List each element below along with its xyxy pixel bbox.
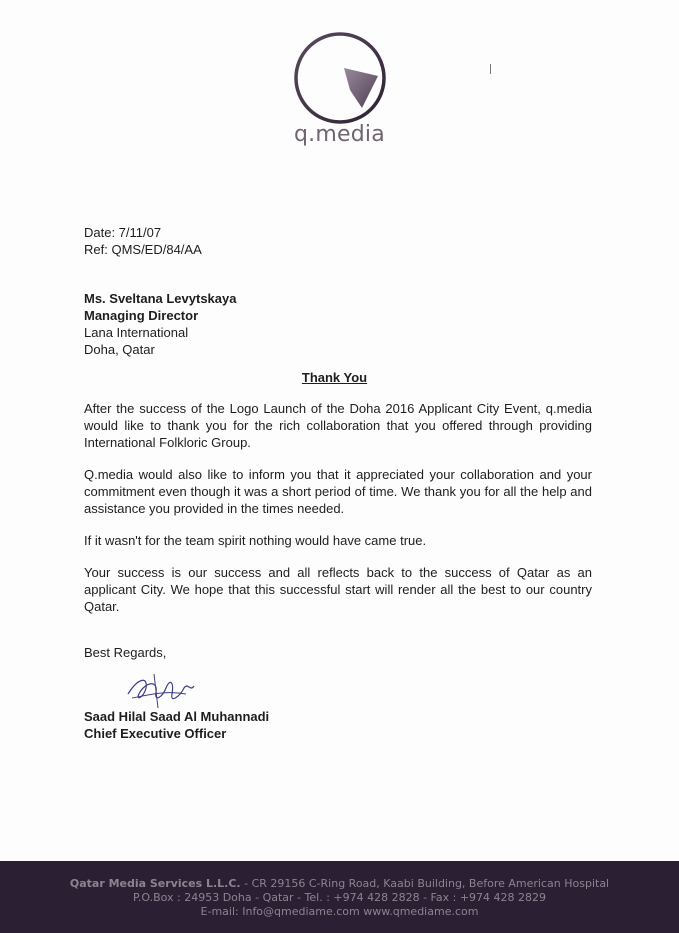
- body-paragraph: If it wasn't for the team spirit nothing would have came true.: [84, 533, 427, 548]
- footer-band: [0, 861, 679, 933]
- signer-block: [84, 708, 269, 742]
- recipient-title: Managing Director: [84, 308, 199, 323]
- letter-body: [84, 400, 592, 630]
- footer-line-1: [0, 877, 679, 891]
- footer-company: Qatar Media Services L.L.C.: [69, 877, 241, 890]
- body-paragraph: Q.media would also like to inform you that it appreciated your collaboration and your commitment even though it was a short period of time. We thank you for all the help and assistance you provided in the times needed.: [84, 467, 592, 516]
- footer-contact-line: E-mail: Info@qmediame.com www.qmediame.com: [200, 905, 479, 918]
- signer-title: Chief Executive Officer: [84, 726, 227, 741]
- logo-wordmark: q.media: [294, 122, 385, 147]
- letter-meta: [84, 224, 202, 258]
- body-paragraph: Your success is our success and all reflects back to the success of Qatar as an applicant City. We hope that this successful start will render all the best to our country Qatar.: [84, 565, 592, 614]
- letter-subject: Thank You: [301, 370, 368, 385]
- recipient-name: Ms. Sveltana Levytskaya: [84, 291, 237, 306]
- footer-address-line-1: - CR 29156 C-Ring Road, Kaabi Building, Before American Hospital: [240, 877, 610, 890]
- recipient-block: [84, 290, 236, 358]
- footer-address: [0, 877, 679, 919]
- footer-address-line-2: P.O.Box : 24953 Doha - Qatar - Tel. : +974 428 2828 - Fax : +974 428 2829: [132, 891, 547, 904]
- ref-line: Ref: QMS/ED/84/AA: [84, 242, 202, 257]
- stray-pen-mark: [490, 64, 494, 74]
- recipient-location: Doha, Qatar: [84, 342, 155, 357]
- recipient-company: Lana International: [84, 325, 189, 340]
- body-paragraph: After the success of the Logo Launch of the Doha 2016 Applicant City Event, q.media would like to thank you for the rich collaboration that you offered through providing International Folkloric Group.: [84, 401, 592, 450]
- date-line: Date: 7/11/07: [84, 225, 162, 240]
- closing-line: Best Regards,: [84, 645, 167, 660]
- signer-name: Saad Hilal Saad Al Muhannadi: [84, 709, 270, 724]
